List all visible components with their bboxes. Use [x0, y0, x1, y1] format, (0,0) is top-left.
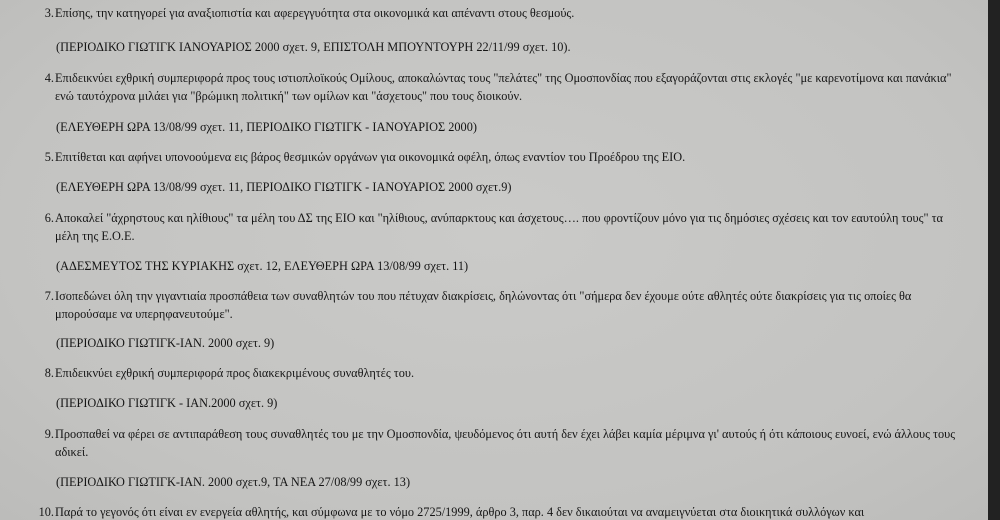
list-item-6: [38, 209, 968, 245]
item-number: 6.: [44, 211, 54, 225]
item-7-reference: (ΠΕΡΙΟΔΙΚΟ ΓΙΩΤΙΓΚ-ΙΑΝ. 2000 σχετ. 9): [56, 336, 275, 350]
item-number: 3.: [44, 6, 54, 20]
item-text: Επίσης, την κατηγορεί για αναξιοπιστία και αφερεγγυότητα στα οικονομικά και απέναντι στους θεσμούς.: [55, 6, 575, 20]
item-text: Ισοπεδώνει όλη την γιγαντιαία προσπάθεια των συναθλητών του που πέτυχαν διακρίσεις, δηλώνοντας ότι "σήμερα δεν έχουμε ούτε αθλητές ούτε διακρίσεις για τις οποίες θα μπορούσαμε να υπερηφανευτούμε".: [55, 289, 912, 321]
item-text: Προσπαθεί να φέρει σε αντιπαράθεση τους συναθλητές του με την Ομοσπονδία, ψευδόμενος ότι αυτή δεν έχει λάβει καμία μέριμνα γι' αυτούς ή ότι κάποιους ευνοεί, ενώ άλλους τους αδικεί.: [55, 427, 956, 459]
item-text: Επιδεικνύει εχθρική συμπεριφορά προς τους ιστιοπλοϊκούς Ομίλους, αποκαλώντας τους "πελάτες" της Ομοσπονδίας που εξαγοράζονται στις εκλογές "με καρενοτίμονα και πανάκια" ενώ ταυτόχρονα μιλάει για "βρώμικη πολιτική" των ομίλων και "άσχετους" που τους διοικούν.: [55, 71, 952, 103]
item-3-reference: (ΠΕΡΙΟΔΙΚΟ ΓΙΩΤΙΓΚ ΙΑΝΟΥΑΡΙΟΣ 2000 σχετ. 9, ΕΠΙΣΤΟΛΗ ΜΠΟΥΝΤΟΥΡΗ 22/11/99 σχετ. 10).: [56, 40, 571, 54]
item-text: Επιτίθεται και αφήνει υπονοούμενα εις βάρος θεσμικών οργάνων για οικονομικά οφέλη, όπως εναντίον του Προέδρου της ΕΙΟ.: [55, 150, 686, 164]
item-text: Αποκαλεί "άχρηστους και ηλίθιους" τα μέλη του ΔΣ της ΕΙΟ και "ηλίθιους, ανύπαρκτους και άσχετους…. που φροντίζουν μόνο για τις δημόσιες σχέσεις και τον εαυτούλη τους" τα μέλη της Ε.Ο.Ε.: [55, 211, 943, 243]
item-number: 7.: [44, 289, 54, 303]
list-item-5: [38, 148, 968, 166]
item-4-reference: (ΕΛΕΥΘΕΡΗ ΩΡΑ 13/08/99 σχετ. 11, ΠΕΡΙΟΔΙΚΟ ΓΙΩΤΙΓΚ - ΙΑΝΟΥΑΡΙΟΣ 2000): [56, 120, 477, 134]
item-8-reference: (ΠΕΡΙΟΔΙΚΟ ΓΙΩΤΙΓΚ - ΙΑΝ.2000 σχετ. 9): [56, 396, 278, 410]
list-item-4: [38, 69, 968, 105]
list-item-8: [38, 364, 968, 382]
item-text: Παρά το γεγονός ότι είναι εν ενεργεία αθλητής, και σύμφωνα με το νόμο 2725/1999, άρθρο 3, παρ. 4 δεν δικαιούται να αναμειγνύεται στα διοικητικά συλλόγων και: [55, 505, 865, 519]
item-number: 9.: [44, 427, 54, 441]
scan-dark-border: [988, 0, 1000, 520]
item-number: 4.: [44, 71, 54, 85]
list-item-7: [38, 287, 968, 323]
item-6-reference: (ΑΔΕΣΜΕΥΤΟΣ ΤΗΣ ΚΥΡΙΑΚΗΣ σχετ. 12, ΕΛΕΥΘΕΡΗ ΩΡΑ 13/08/99 σχετ. 11): [56, 259, 469, 273]
list-item-10: [29, 503, 968, 520]
item-number: 8.: [44, 366, 54, 380]
item-text: Επιδεικνύει εχθρική συμπεριφορά προς διακεκριμένους συναθλητές του.: [55, 366, 415, 380]
item-number: 5.: [44, 150, 54, 164]
list-item-9: [38, 425, 968, 461]
item-5-reference: (ΕΛΕΥΘΕΡΗ ΩΡΑ 13/08/99 σχετ. 11, ΠΕΡΙΟΔΙΚΟ ΓΙΩΤΙΓΚ - ΙΑΝΟΥΑΡΙΟΣ 2000 σχετ.9): [56, 180, 512, 194]
item-number: 10.: [38, 505, 54, 519]
list-item-3: [38, 4, 968, 22]
item-9-reference: (ΠΕΡΙΟΔΙΚΟ ΓΙΩΤΙΓΚ-ΙΑΝ. 2000 σχετ.9, ΤΑ ΝΕΑ 27/08/99 σχετ. 13): [56, 475, 411, 489]
